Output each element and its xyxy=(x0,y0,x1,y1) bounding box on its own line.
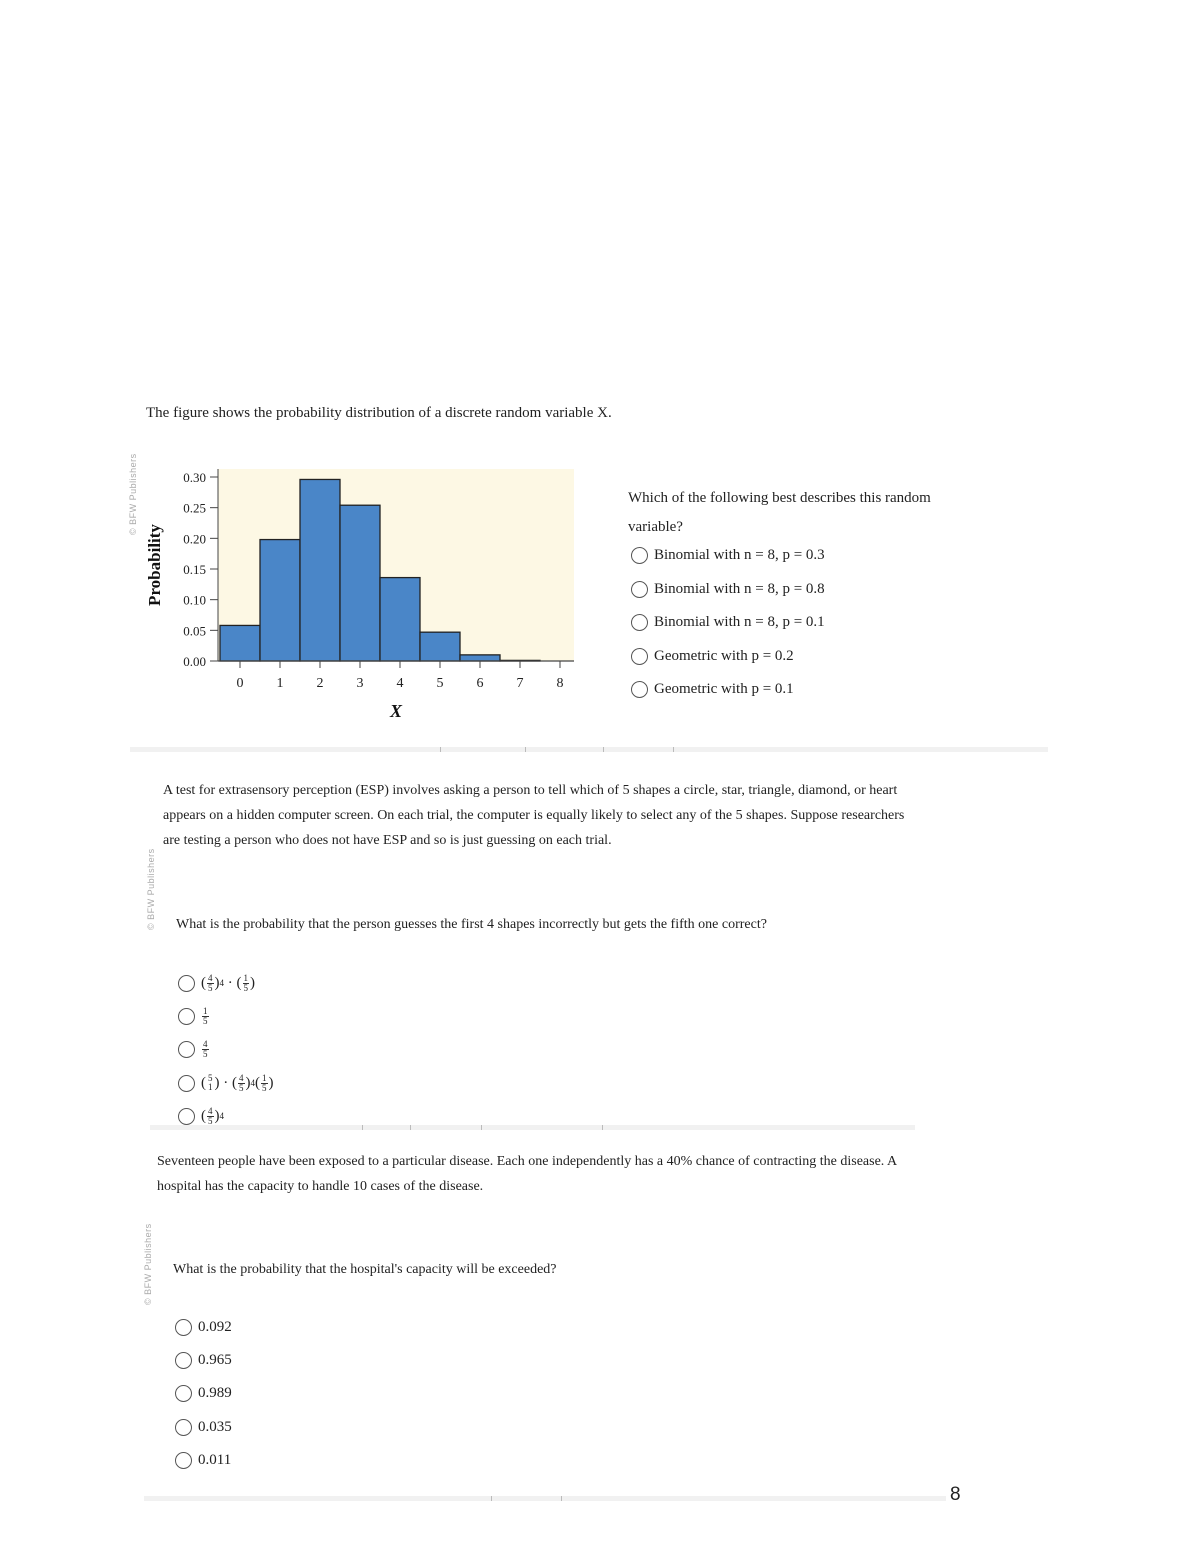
page-number: 8 xyxy=(950,1484,961,1505)
q3-intro: Seventeen people have been exposed to a particular disease. Each one independently has a 40% chance of contracting the disease. A hospital has the capacity to handle 10 cases of the disease. xyxy=(157,1154,897,1194)
bar-x-1 xyxy=(260,540,300,661)
q1-option-c[interactable] xyxy=(631,610,825,634)
q3-option-b[interactable] xyxy=(175,1348,232,1372)
x-tick-label: 7 xyxy=(516,676,524,691)
option-formula: $\frac{4}{5}$ xyxy=(203,1038,208,1059)
x-tick-label: 3 xyxy=(356,676,364,691)
bar-x-3 xyxy=(340,505,380,661)
x-tick-label: 1 xyxy=(276,676,284,691)
q3-question: What is the probability that the hospital's capacity will be exceeded? xyxy=(173,1262,557,1277)
y-tick-label: 0.30 xyxy=(183,470,206,485)
option-formula: $\frac{1}{5}$ xyxy=(203,1005,208,1026)
q1-option-a[interactable] xyxy=(631,543,825,567)
radio-button[interactable] xyxy=(175,1452,192,1469)
bar-x-0 xyxy=(220,625,260,661)
q3-option-a[interactable] xyxy=(175,1315,232,1339)
y-tick-label: 0.10 xyxy=(183,592,206,608)
y-tick-label: 0.25 xyxy=(183,500,206,516)
y-tick-label: 0.15 xyxy=(183,562,206,577)
q2-option-a[interactable] xyxy=(178,971,255,995)
x-tick-label: 2 xyxy=(316,676,324,691)
option-label: Binomial with n = 8, p = 0.8 xyxy=(654,580,825,597)
option-label: 0.965 xyxy=(198,1351,232,1368)
q3-option-e[interactable] xyxy=(175,1448,231,1472)
q3-watermark: © BFW Publishers xyxy=(143,1223,153,1305)
radio-button[interactable] xyxy=(175,1385,192,1402)
q3-option-d[interactable] xyxy=(175,1415,232,1439)
y-axis-label: Probability xyxy=(145,524,164,606)
q2-option-b[interactable] xyxy=(178,1004,210,1028)
option-label: Geometric with p = 0.2 xyxy=(654,647,794,664)
x-axis-label: X xyxy=(389,701,403,721)
section-divider xyxy=(144,1496,946,1501)
y-tick-label: 0.00 xyxy=(183,654,206,669)
q1-option-b[interactable] xyxy=(631,577,825,601)
radio-button[interactable] xyxy=(178,975,195,992)
radio-button[interactable] xyxy=(178,1008,195,1025)
radio-button[interactable] xyxy=(631,614,648,631)
radio-button[interactable] xyxy=(631,547,648,564)
x-tick-label: 4 xyxy=(396,676,404,691)
option-label: Binomial with n = 8, p = 0.3 xyxy=(654,546,825,563)
y-tick-label: 0.20 xyxy=(183,531,206,547)
bar-x-5 xyxy=(420,632,460,661)
q1-intro: The figure shows the probability distribution of a discrete random variable X. xyxy=(146,405,612,421)
section-divider xyxy=(130,747,1048,752)
radio-button[interactable] xyxy=(178,1075,195,1092)
x-tick-label: 6 xyxy=(476,676,484,691)
radio-button[interactable] xyxy=(178,1108,195,1125)
q2-question: What is the probability that the person guesses the first 4 shapes incorrectly but gets the fifth one correct? xyxy=(176,917,767,932)
q1-option-d[interactable] xyxy=(631,644,794,668)
radio-button[interactable] xyxy=(178,1041,195,1058)
distribution-chart xyxy=(140,455,590,725)
q3-option-c[interactable] xyxy=(175,1381,232,1405)
option-label: 0.011 xyxy=(198,1451,232,1468)
radio-button[interactable] xyxy=(631,648,648,665)
option-label: 0.035 xyxy=(198,1418,232,1435)
y-tick-label: 0.05 xyxy=(183,623,206,639)
x-tick-label: 0 xyxy=(236,676,244,691)
q2-option-c[interactable] xyxy=(178,1037,210,1061)
q2-option-d[interactable] xyxy=(178,1071,274,1095)
option-label: 0.989 xyxy=(198,1384,232,1401)
q2-watermark: © BFW Publishers xyxy=(146,848,156,930)
radio-button[interactable] xyxy=(631,681,648,698)
bar-x-6 xyxy=(460,655,500,661)
q1-question: Which of the following best describes this random variable? xyxy=(628,490,931,535)
option-label: 0.092 xyxy=(198,1318,232,1335)
option-formula: ( 5 1 ) · ( $\frac{4}{5}$ ) 4 ( $\frac{1}{5}$ ) xyxy=(201,1072,274,1093)
radio-button[interactable] xyxy=(175,1419,192,1436)
section-divider xyxy=(150,1125,915,1130)
bar-x-2 xyxy=(300,479,340,661)
bar-x-4 xyxy=(380,578,420,661)
option-label: Geometric with p = 0.1 xyxy=(654,680,794,697)
option-formula: ( $\frac{4}{5}$ ) 4 · ( $\frac{1}{5}$ ) xyxy=(201,972,255,993)
q2-intro: A test for extrasensory perception (ESP) involves asking a person to tell which of 5 shapes a circle, star, triangle, diamond, or heart appears on a hidden computer screen. On each trial, the computer is equally likely to select any of the 5 shapes. Suppose researchers are testing a person who does not have ESP and so is just guessing on each trial. xyxy=(163,783,905,848)
radio-button[interactable] xyxy=(175,1352,192,1369)
radio-button[interactable] xyxy=(631,581,648,598)
option-label: Binomial with n = 8, p = 0.1 xyxy=(654,613,825,630)
x-tick-label: 8 xyxy=(556,676,564,691)
option-formula: ( $\frac{4}{5}$ ) 4 xyxy=(201,1105,224,1126)
x-tick-label: 5 xyxy=(436,676,444,691)
q1-option-e[interactable] xyxy=(631,677,794,701)
q1-watermark: © BFW Publishers xyxy=(128,453,138,535)
radio-button[interactable] xyxy=(175,1319,192,1336)
